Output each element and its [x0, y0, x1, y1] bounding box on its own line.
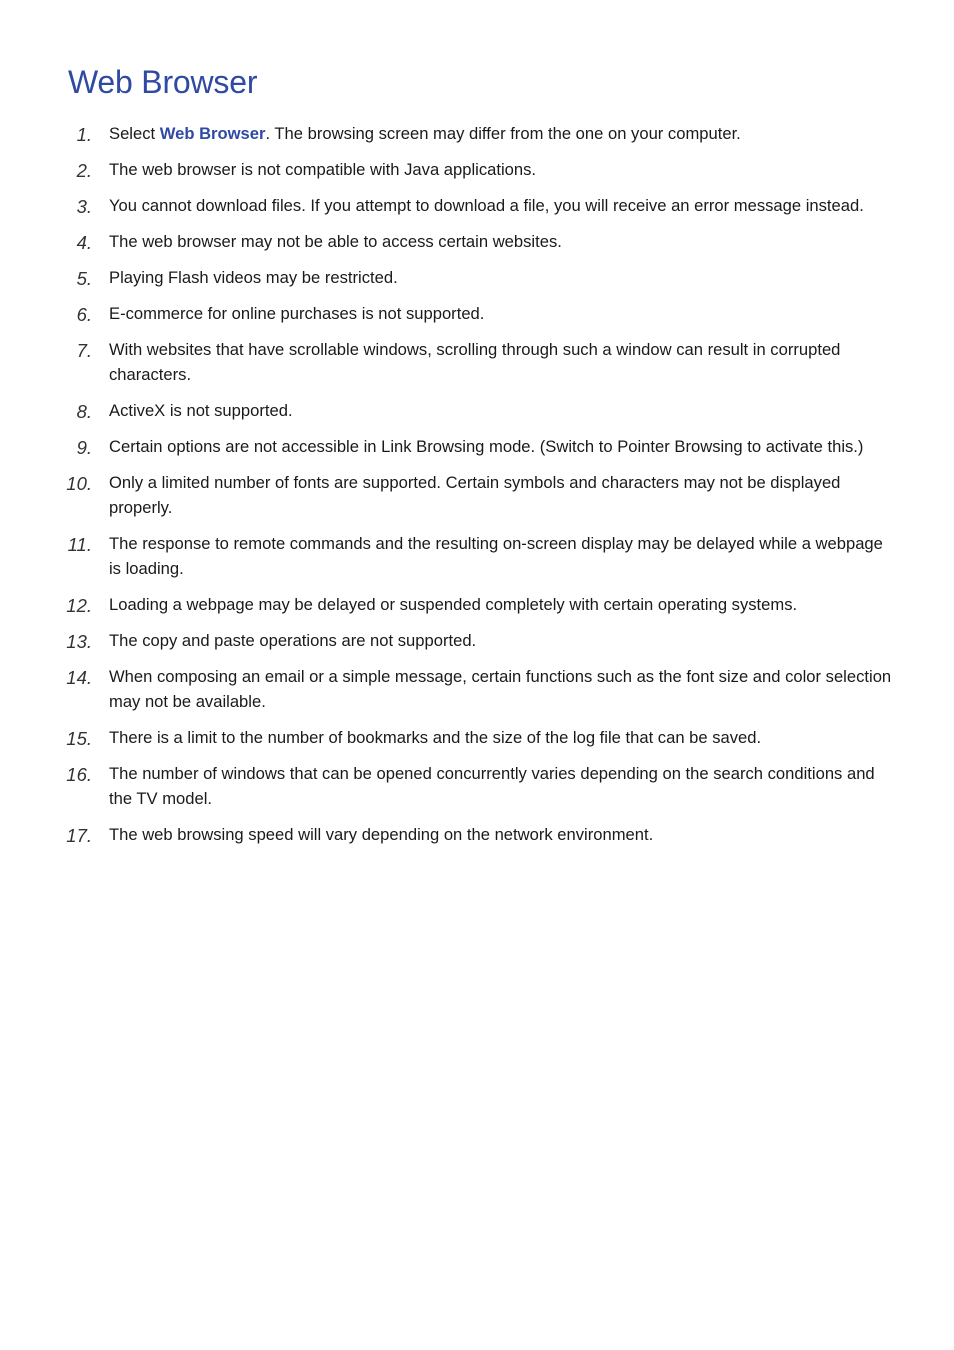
item-text: The number of windows that can be opened concurrently varies depending on the search conditions and the TV model.	[109, 764, 875, 808]
list-item	[0, 628, 954, 653]
list-item	[0, 193, 954, 218]
item-text: When composing an email or a simple message, certain functions such as the font size and color selection may not be available.	[109, 667, 892, 711]
item-text: Only a limited number of fonts are supported. Certain symbols and characters may not be displayed properly.	[109, 473, 841, 517]
list-item	[0, 725, 954, 750]
item-text: The copy and paste operations are not supported.	[109, 631, 477, 650]
list-item	[0, 398, 954, 423]
item-number: 1.	[76, 124, 92, 145]
list-item	[0, 470, 954, 520]
notes-list	[0, 121, 954, 858]
item-text: The web browsing speed will vary depending on the network environment.	[109, 825, 654, 844]
item-text: Loading a webpage may be delayed or suspended completely with certain operating systems.	[109, 595, 798, 614]
list-item	[0, 265, 954, 290]
item-number: 15.	[66, 728, 92, 749]
item-text: The web browser is not compatible with Java applications.	[109, 160, 537, 179]
list-item	[0, 229, 954, 254]
item-number: 3.	[76, 196, 92, 217]
item-text: Playing Flash videos may be restricted.	[109, 268, 398, 287]
list-item	[0, 301, 954, 326]
web-browser-link[interactable]: Web Browser	[159, 124, 266, 143]
list-item	[0, 434, 954, 459]
list-item	[0, 761, 954, 811]
item-text: E-commerce for online purchases is not supported.	[109, 304, 485, 323]
item-number: 12.	[66, 595, 92, 616]
item-number: 7.	[76, 340, 92, 361]
list-item	[0, 592, 954, 617]
list-item	[0, 664, 954, 714]
list-item	[0, 121, 954, 146]
list-item	[0, 157, 954, 182]
item-text	[109, 121, 894, 146]
item-text: The web browser may not be able to access certain websites.	[109, 232, 562, 251]
item-number: 4.	[76, 232, 92, 253]
page-title: Web Browser	[68, 64, 258, 100]
item-text-pre: Select	[109, 124, 160, 143]
item-number: 5.	[76, 268, 92, 289]
item-number: 8.	[76, 401, 92, 422]
item-number: 14.	[66, 667, 92, 688]
item-text: The response to remote commands and the resulting on-screen display may be delayed while a webpage is loading.	[109, 534, 883, 578]
item-number: 10.	[66, 473, 92, 494]
item-number: 13.	[66, 631, 92, 652]
list-item	[0, 822, 954, 847]
item-text: ActiveX is not supported.	[109, 401, 293, 420]
list-item	[0, 531, 954, 581]
list-item	[0, 337, 954, 387]
item-number: 17.	[66, 825, 92, 846]
item-text: Certain options are not accessible in Link Browsing mode. (Switch to Pointer Browsing to activate this.)	[109, 437, 864, 456]
item-number: 6.	[76, 304, 92, 325]
item-number: 16.	[66, 764, 92, 785]
item-text: With websites that have scrollable windows, scrolling through such a window can result in corrupted characters.	[109, 340, 841, 384]
item-text: There is a limit to the number of bookmarks and the size of the log file that can be saved.	[109, 728, 762, 747]
item-number: 2.	[76, 160, 92, 181]
item-text-post: . The browsing screen may differ from the one on your computer.	[265, 124, 741, 143]
item-text: You cannot download files. If you attempt to download a file, you will receive an error message instead.	[109, 196, 864, 215]
item-number: 11.	[67, 534, 92, 555]
item-number: 9.	[76, 437, 92, 458]
